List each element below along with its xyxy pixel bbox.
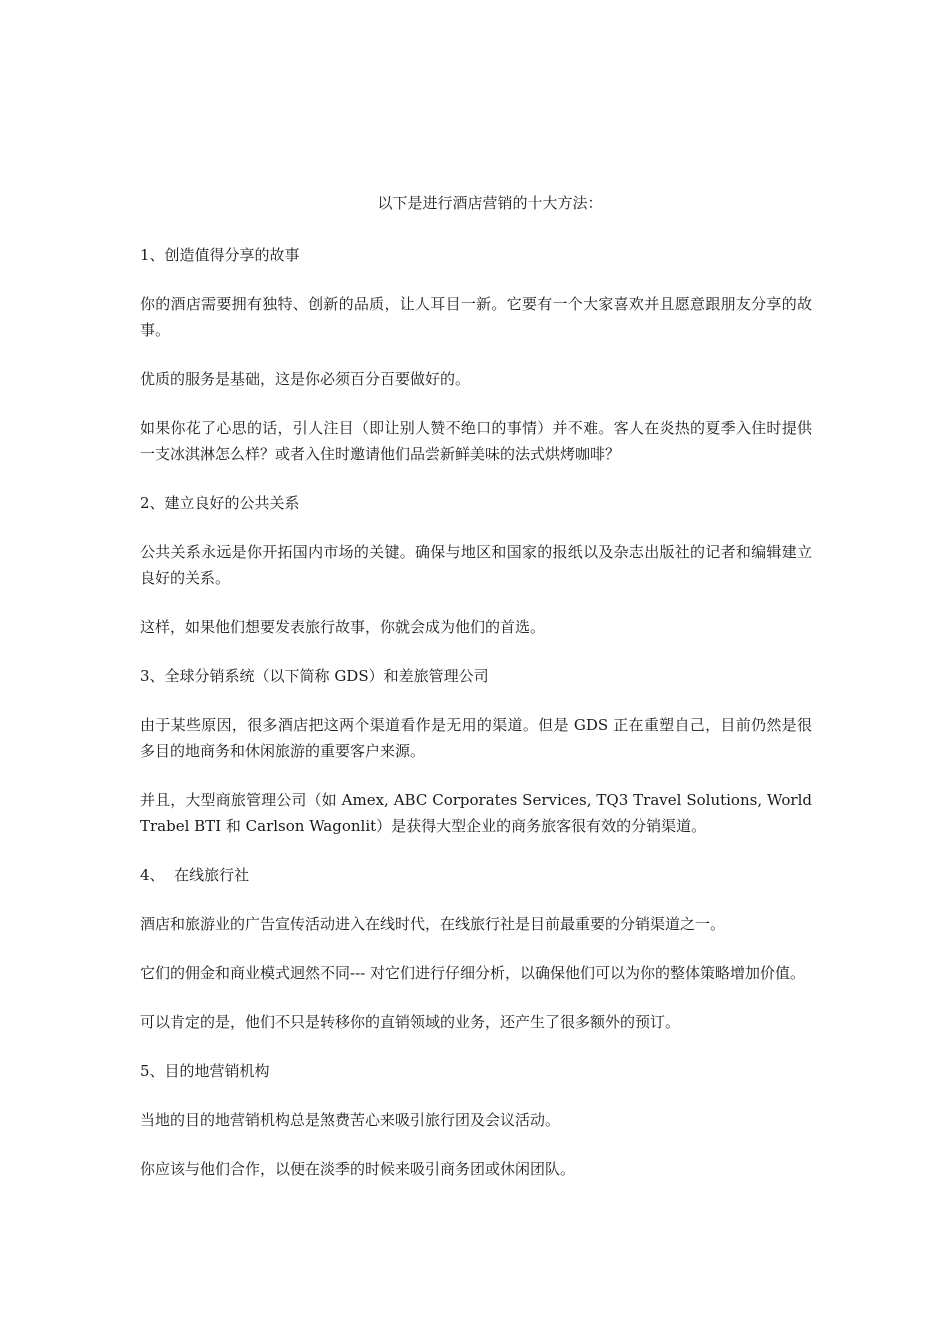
section-2-paragraph-1: 公共关系永远是你开拓国内市场的关键。确保与地区和国家的报纸以及杂志出版社的记者和编辑建立良好的关系。: [140, 543, 812, 587]
section-heading-2: 2、建立良好的公共关系: [140, 494, 300, 512]
section-2-paragraph-2: 这样，如果他们想要发表旅行故事，你就会成为他们的首选。: [140, 618, 546, 636]
section-heading-4: 4、 在线旅行社: [140, 866, 250, 884]
section-1-paragraph-2: 优质的服务是基础，这是你必须百分百要做好的。: [140, 370, 471, 388]
section-4-paragraph-2: 它们的佣金和商业模式迥然不同--- 对它们进行仔细分析，以确保他们可以为你的整体策略增加价值。: [140, 964, 805, 982]
section-1-paragraph-1: 你的酒店需要拥有独特、创新的品质，让人耳目一新。它要有一个大家喜欢并且愿意跟朋友分享的故事。: [140, 295, 812, 339]
section-5-paragraph-2: 你应该与他们合作，以便在淡季的时候来吸引商务团或休闲团队。: [140, 1160, 576, 1178]
section-heading-1: 1、创造值得分享的故事: [140, 246, 300, 264]
section-heading-5: 5、目的地营销机构: [140, 1062, 270, 1080]
section-3-paragraph-2: 并且，大型商旅管理公司（如 Amex, ABC Corporates Services, TQ3 Travel Solutions, World Trabel BTI 和 Carlson Wagonlit）是获得大型企业的商务旅客很有效的分销渠道。: [140, 791, 812, 835]
section-4-paragraph-1: 酒店和旅游业的广告宣传活动进入在线时代，在线旅行社是目前最重要的分销渠道之一。: [140, 915, 726, 933]
section-3-paragraph-1: 由于某些原因，很多酒店把这两个渠道看作是无用的渠道。但是 GDS 正在重塑自己，目前仍然是很多目的地商务和休闲旅游的重要客户来源。: [140, 716, 812, 760]
document-body: [140, 190, 812, 1205]
document-title: 以下是进行酒店营销的十大方法：: [377, 194, 603, 212]
section-heading-3: 3、全球分销系统（以下简称 GDS）和差旅管理公司: [140, 667, 489, 685]
section-5-paragraph-1: 当地的目的地营销机构总是煞费苦心来吸引旅行团及会议活动。: [140, 1111, 561, 1129]
section-1-paragraph-3: 如果你花了心思的话，引人注目（即让别人赞不绝口的事情）并不难。客人在炎热的夏季入住时提供一支冰淇淋怎么样？或者入住时邀请他们品尝新鲜美味的法式烘烤咖啡？: [140, 419, 812, 463]
section-4-paragraph-3: 可以肯定的是，他们不只是转移你的直销领域的业务，还产生了很多额外的预订。: [140, 1013, 681, 1031]
